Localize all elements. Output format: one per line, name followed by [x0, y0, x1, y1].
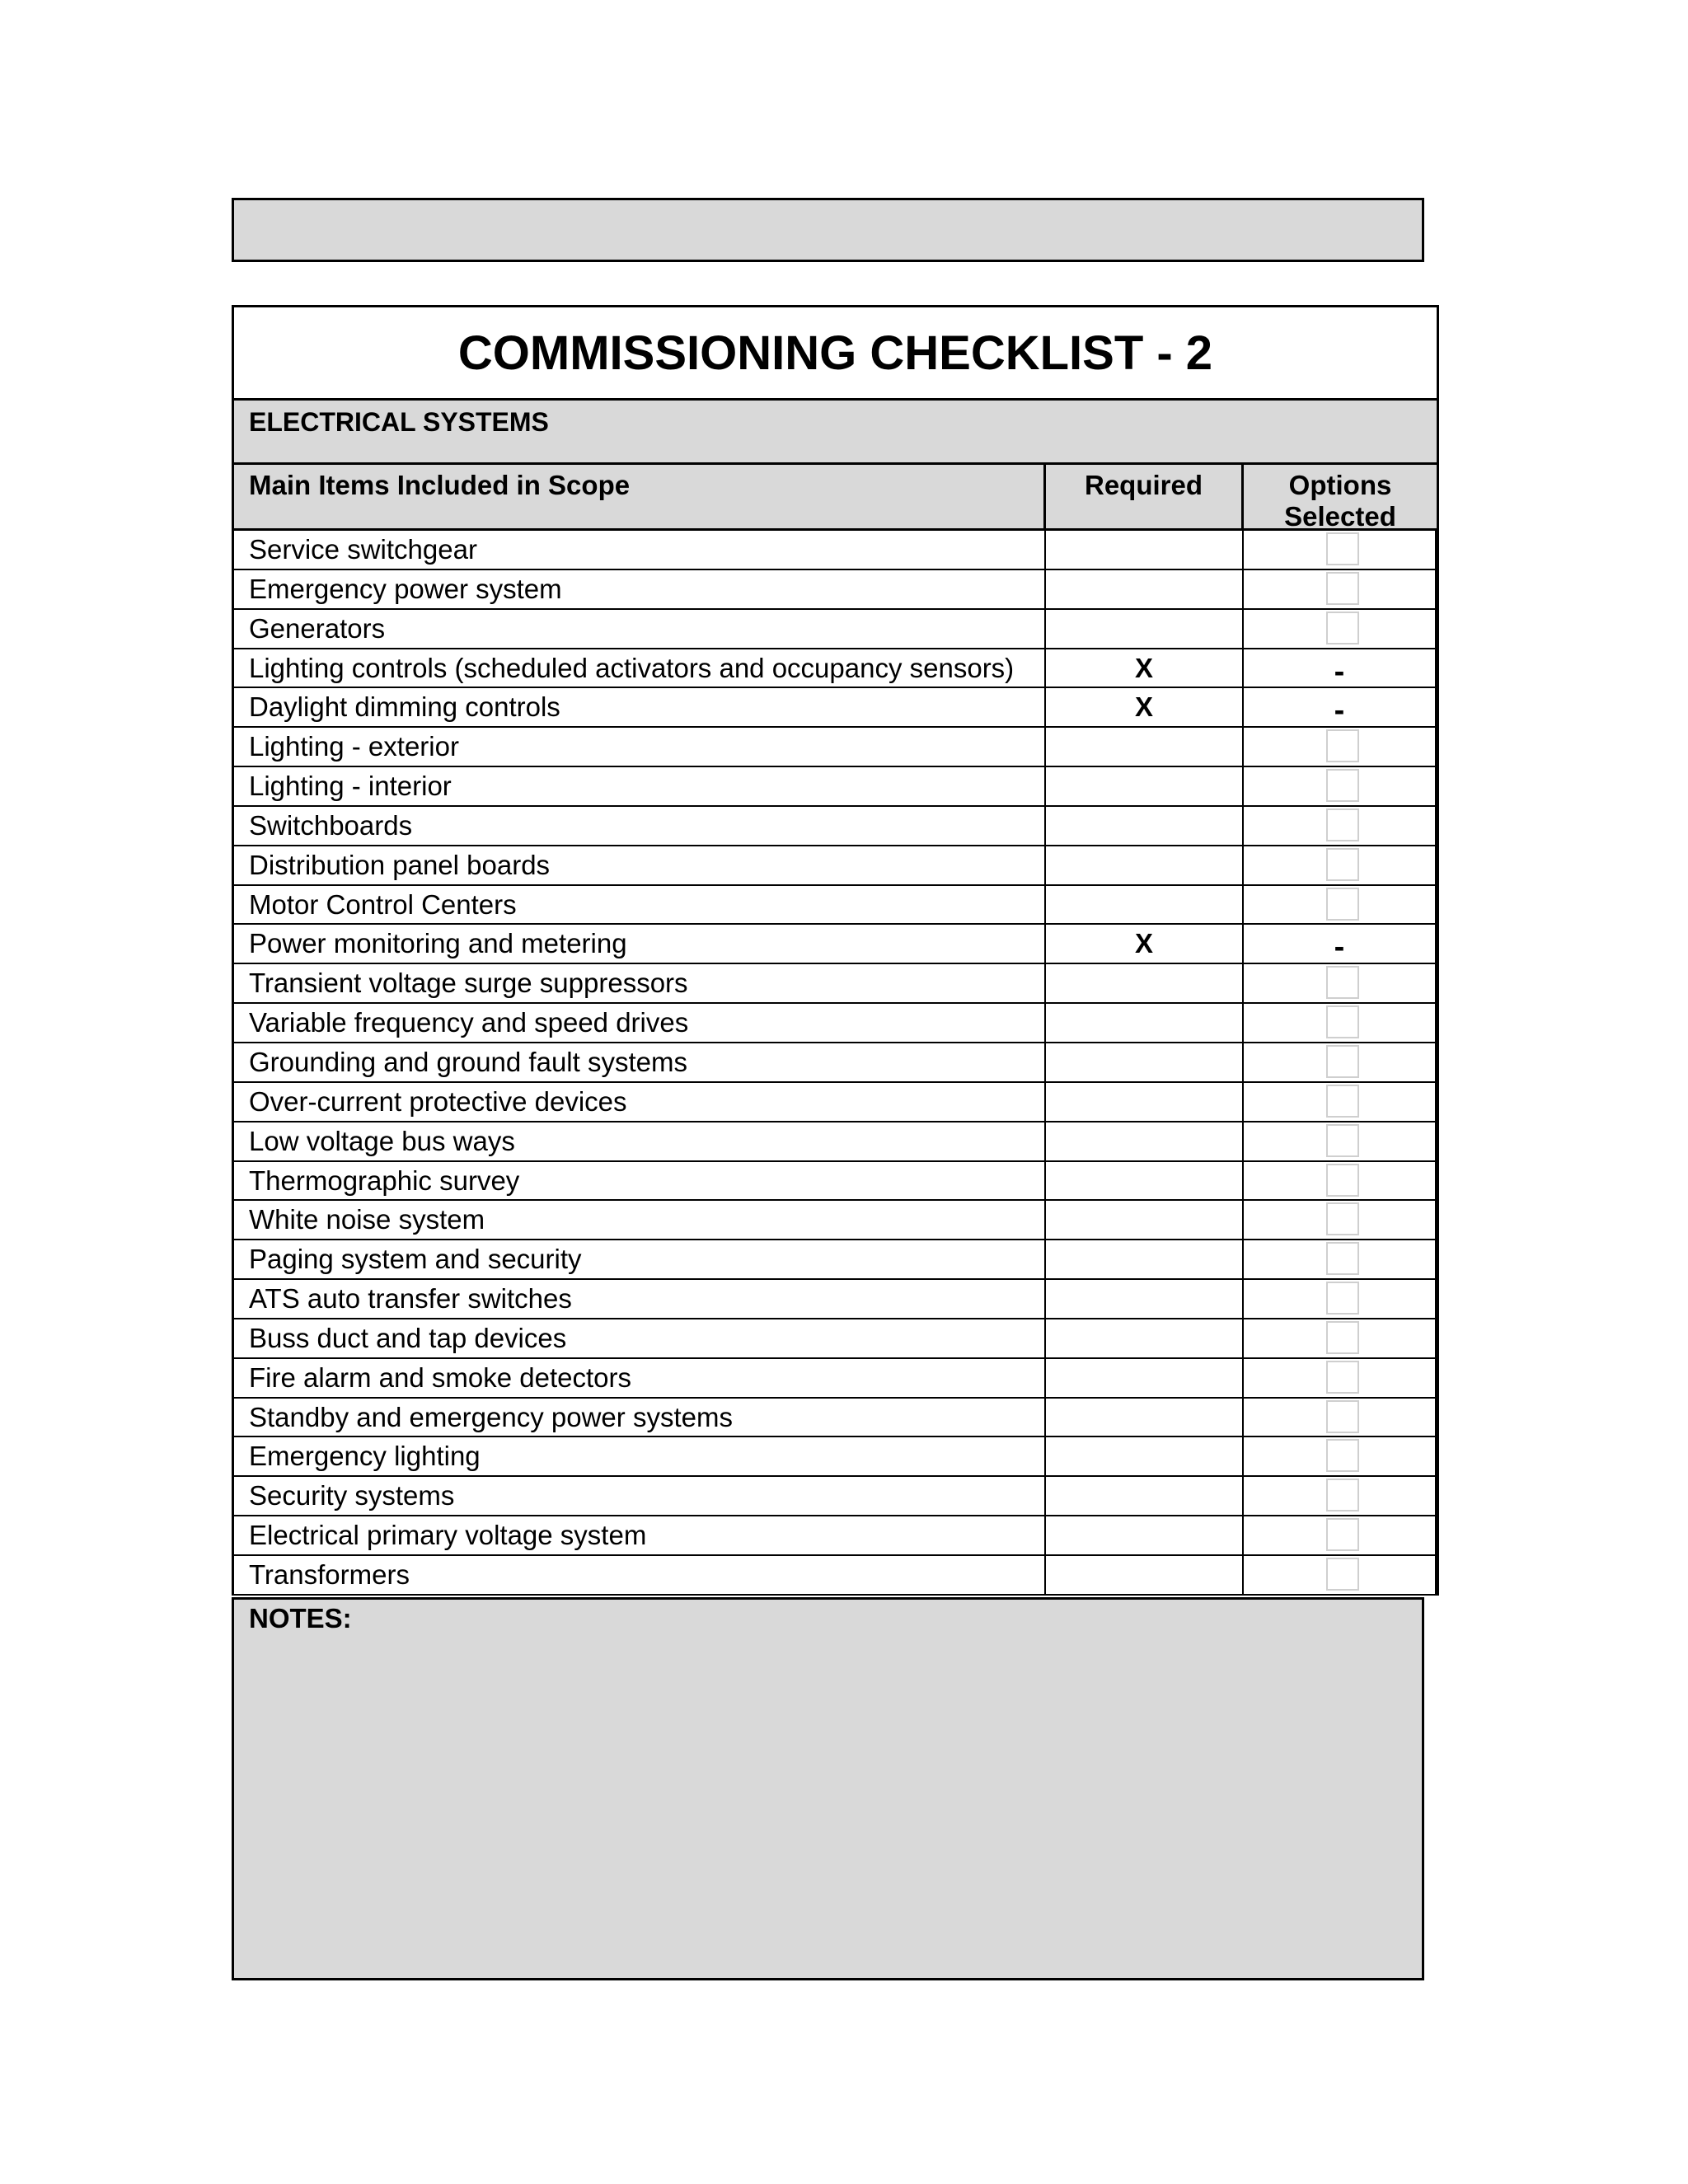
- option-checkbox[interactable]: [1326, 1202, 1359, 1235]
- section-heading: ELECTRICAL SYSTEMS: [234, 401, 1437, 465]
- item-label: Power monitoring and metering: [234, 925, 1046, 963]
- item-label: Motor Control Centers: [234, 886, 1046, 924]
- required-mark: [1046, 1240, 1244, 1278]
- item-label: Emergency power system: [234, 570, 1046, 608]
- item-label: Buss duct and tap devices: [234, 1319, 1046, 1357]
- table-row: [234, 807, 1437, 846]
- option-checkbox[interactable]: [1326, 966, 1359, 999]
- options-cell: [1244, 925, 1437, 963]
- options-cell: [1244, 1240, 1437, 1278]
- options-cell: [1244, 728, 1437, 766]
- table-row: [234, 1319, 1437, 1359]
- table-row: [234, 1004, 1437, 1043]
- options-cell: [1244, 1162, 1437, 1200]
- item-label: Low voltage bus ways: [234, 1122, 1046, 1160]
- item-label: Service switchgear: [234, 531, 1046, 569]
- item-label: Daylight dimming controls: [234, 688, 1046, 726]
- table-row: [234, 531, 1437, 570]
- required-mark: [1046, 1004, 1244, 1042]
- option-dash: -: [1334, 654, 1345, 689]
- required-mark: [1046, 1162, 1244, 1200]
- options-cell: [1244, 1477, 1437, 1515]
- table-row: [234, 964, 1437, 1004]
- required-mark: [1046, 964, 1244, 1002]
- item-label: Over-current protective devices: [234, 1083, 1046, 1121]
- required-mark: [1046, 1043, 1244, 1081]
- table-row: [234, 1437, 1437, 1477]
- item-label: Lighting controls (scheduled activators and occupancy sensors): [234, 649, 1046, 687]
- options-cell: [1244, 1516, 1437, 1554]
- option-dash: -: [1334, 693, 1345, 729]
- option-checkbox[interactable]: [1326, 1400, 1359, 1433]
- table-row: [234, 1043, 1437, 1083]
- notes-box[interactable]: [232, 1597, 1424, 1980]
- option-checkbox[interactable]: [1326, 1361, 1359, 1394]
- table-row: [234, 1477, 1437, 1516]
- option-checkbox[interactable]: [1326, 769, 1359, 802]
- item-label: Variable frequency and speed drives: [234, 1004, 1046, 1042]
- required-mark: [1046, 531, 1244, 569]
- required-mark: [1046, 1477, 1244, 1515]
- item-label: Transformers: [234, 1556, 1046, 1594]
- option-checkbox[interactable]: [1326, 532, 1359, 565]
- table-row: [234, 1083, 1437, 1122]
- page-title: COMMISSIONING CHECKLIST - 2: [234, 307, 1437, 401]
- option-checkbox[interactable]: [1326, 1164, 1359, 1197]
- required-mark: X: [1046, 649, 1244, 687]
- table-row: [234, 1280, 1437, 1319]
- item-label: Lighting - exterior: [234, 728, 1046, 766]
- item-label: Switchboards: [234, 807, 1046, 845]
- item-label: ATS auto transfer switches: [234, 1280, 1046, 1318]
- item-label: White noise system: [234, 1201, 1046, 1239]
- options-cell: [1244, 1359, 1437, 1397]
- options-cell: [1244, 964, 1437, 1002]
- required-mark: [1046, 767, 1244, 805]
- table-row: [234, 1240, 1437, 1280]
- item-label: Standby and emergency power systems: [234, 1399, 1046, 1436]
- table-row: [234, 925, 1437, 964]
- required-mark: [1046, 1359, 1244, 1397]
- option-checkbox[interactable]: [1326, 848, 1359, 881]
- required-mark: [1046, 570, 1244, 608]
- options-cell: [1244, 1122, 1437, 1160]
- option-checkbox[interactable]: [1326, 1124, 1359, 1157]
- options-cell: [1244, 1556, 1437, 1594]
- option-checkbox[interactable]: [1326, 1321, 1359, 1354]
- options-cell: [1244, 886, 1437, 924]
- option-checkbox[interactable]: [1326, 612, 1359, 644]
- item-label: Emergency lighting: [234, 1437, 1046, 1475]
- required-mark: [1046, 1201, 1244, 1239]
- options-cell: [1244, 1319, 1437, 1357]
- table-row: [234, 1201, 1437, 1240]
- required-mark: [1046, 1280, 1244, 1318]
- options-cell: [1244, 1280, 1437, 1318]
- table-row: [234, 1359, 1437, 1399]
- option-checkbox[interactable]: [1326, 808, 1359, 841]
- table-row: [234, 610, 1437, 649]
- options-cell: [1244, 1043, 1437, 1081]
- required-mark: [1046, 1516, 1244, 1554]
- option-checkbox[interactable]: [1326, 1479, 1359, 1511]
- required-mark: [1046, 728, 1244, 766]
- option-checkbox[interactable]: [1326, 729, 1359, 762]
- column-header-required: Required: [1046, 465, 1244, 528]
- table-row: [234, 570, 1437, 610]
- table-row: [234, 1399, 1437, 1438]
- options-cell: [1244, 1083, 1437, 1121]
- required-mark: [1046, 1083, 1244, 1121]
- options-cell: [1244, 767, 1437, 805]
- item-label: Grounding and ground fault systems: [234, 1043, 1046, 1081]
- item-label: Paging system and security: [234, 1240, 1046, 1278]
- required-mark: [1046, 610, 1244, 648]
- option-checkbox[interactable]: [1326, 1558, 1359, 1591]
- header-bar: [232, 198, 1424, 262]
- required-mark: X: [1046, 925, 1244, 963]
- table-row: [234, 1122, 1437, 1162]
- item-label: Generators: [234, 610, 1046, 648]
- checklist-table: [232, 305, 1439, 1596]
- options-cell: [1244, 807, 1437, 845]
- checklist-rows: [234, 531, 1437, 1596]
- item-label: Thermographic survey: [234, 1162, 1046, 1200]
- table-row: [234, 688, 1437, 728]
- required-mark: [1046, 1399, 1244, 1436]
- required-mark: [1046, 1122, 1244, 1160]
- options-cell: [1244, 688, 1437, 729]
- item-label: Security systems: [234, 1477, 1046, 1515]
- column-header-options: Options Selected: [1284, 470, 1396, 532]
- required-mark: [1046, 846, 1244, 884]
- option-checkbox[interactable]: [1326, 1518, 1359, 1551]
- options-cell: [1244, 570, 1437, 608]
- table-row: [234, 1516, 1437, 1556]
- table-row: [234, 728, 1437, 767]
- option-checkbox[interactable]: [1326, 1045, 1359, 1078]
- item-label: Transient voltage surge suppressors: [234, 964, 1046, 1002]
- column-header-item: Main Items Included in Scope: [234, 465, 1046, 528]
- option-checkbox[interactable]: [1326, 888, 1359, 921]
- option-checkbox[interactable]: [1326, 1085, 1359, 1118]
- options-cell: [1244, 610, 1437, 648]
- options-cell: [1244, 846, 1437, 884]
- required-mark: [1046, 807, 1244, 845]
- table-row: [234, 767, 1437, 807]
- table-row: [234, 886, 1437, 926]
- option-checkbox[interactable]: [1326, 1242, 1359, 1275]
- required-mark: [1046, 1319, 1244, 1357]
- options-cell: [1244, 1399, 1437, 1436]
- item-label: Electrical primary voltage system: [234, 1516, 1046, 1554]
- option-checkbox[interactable]: [1326, 572, 1359, 605]
- item-label: Fire alarm and smoke detectors: [234, 1359, 1046, 1397]
- item-label: Distribution panel boards: [234, 846, 1046, 884]
- options-cell: [1244, 531, 1437, 569]
- table-row: [234, 846, 1437, 886]
- table-row: [234, 1556, 1437, 1596]
- option-checkbox[interactable]: [1326, 1282, 1359, 1315]
- required-mark: X: [1046, 688, 1244, 726]
- options-cell: [1244, 1201, 1437, 1239]
- options-cell: [1244, 1437, 1437, 1475]
- item-label: Lighting - interior: [234, 767, 1046, 805]
- required-mark: [1046, 886, 1244, 924]
- required-mark: [1046, 1437, 1244, 1475]
- options-cell: [1244, 649, 1437, 687]
- option-dash: -: [1334, 930, 1345, 965]
- table-row: [234, 649, 1437, 689]
- option-checkbox[interactable]: [1326, 1439, 1359, 1472]
- notes-label: NOTES:: [249, 1603, 352, 1633]
- column-header-row: [234, 465, 1437, 531]
- table-row: [234, 1162, 1437, 1202]
- options-cell: [1244, 1004, 1437, 1042]
- option-checkbox[interactable]: [1326, 1005, 1359, 1038]
- required-mark: [1046, 1556, 1244, 1594]
